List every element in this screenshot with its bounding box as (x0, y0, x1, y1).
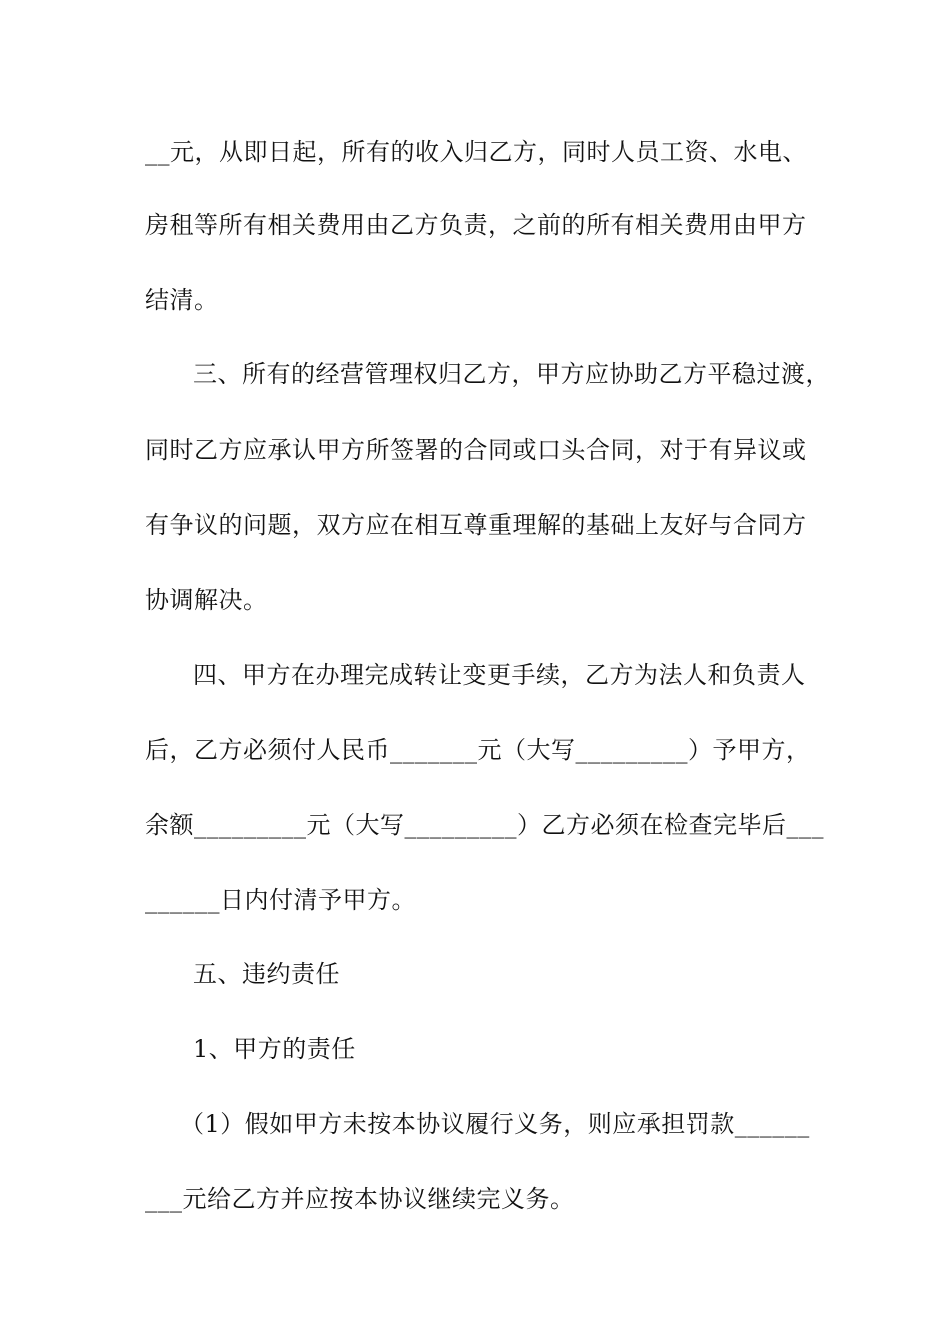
text-line-9: 后，乙方必须付人民币_______元（大写_________）予甲方， (145, 736, 811, 764)
text-line-11: ______日内付清予甲方。 (145, 886, 416, 914)
subsection-party-a-heading: 1、甲方的责任 (193, 1035, 356, 1063)
text-line-7: 协调解决。 (145, 586, 268, 614)
text-line-15: ___元给乙方并应按本协议继续完义务。 (145, 1185, 575, 1213)
text-line-5: 同时乙方应承认甲方所签署的合同或口头合同，对于有异议或 (145, 436, 807, 464)
section-five-heading: 五、违约责任 (193, 960, 340, 988)
section-three-heading-line: 三、所有的经营管理权归乙方，甲方应协助乙方平稳过渡， (193, 360, 830, 388)
text-line-10: 余额_________元（大写_________）乙方必须在检查完毕后___ (145, 811, 824, 839)
text-line-2: 房租等所有相关费用由乙方负责，之前的所有相关费用由甲方 (145, 211, 807, 239)
text-line-6: 有争议的问题，双方应在相互尊重理解的基础上友好与合同方 (145, 511, 807, 539)
section-four-heading-line: 四、甲方在办理完成转让变更手续，乙方为法人和负责人 (193, 661, 806, 689)
clause-1-line: （1）假如甲方未按本协议履行义务，则应承担罚款______ (180, 1110, 810, 1138)
text-line-3: 结清。 (145, 286, 219, 314)
text-line-1: __元，从即日起，所有的收入归乙方，同时人员工资、水电、 (145, 138, 807, 166)
